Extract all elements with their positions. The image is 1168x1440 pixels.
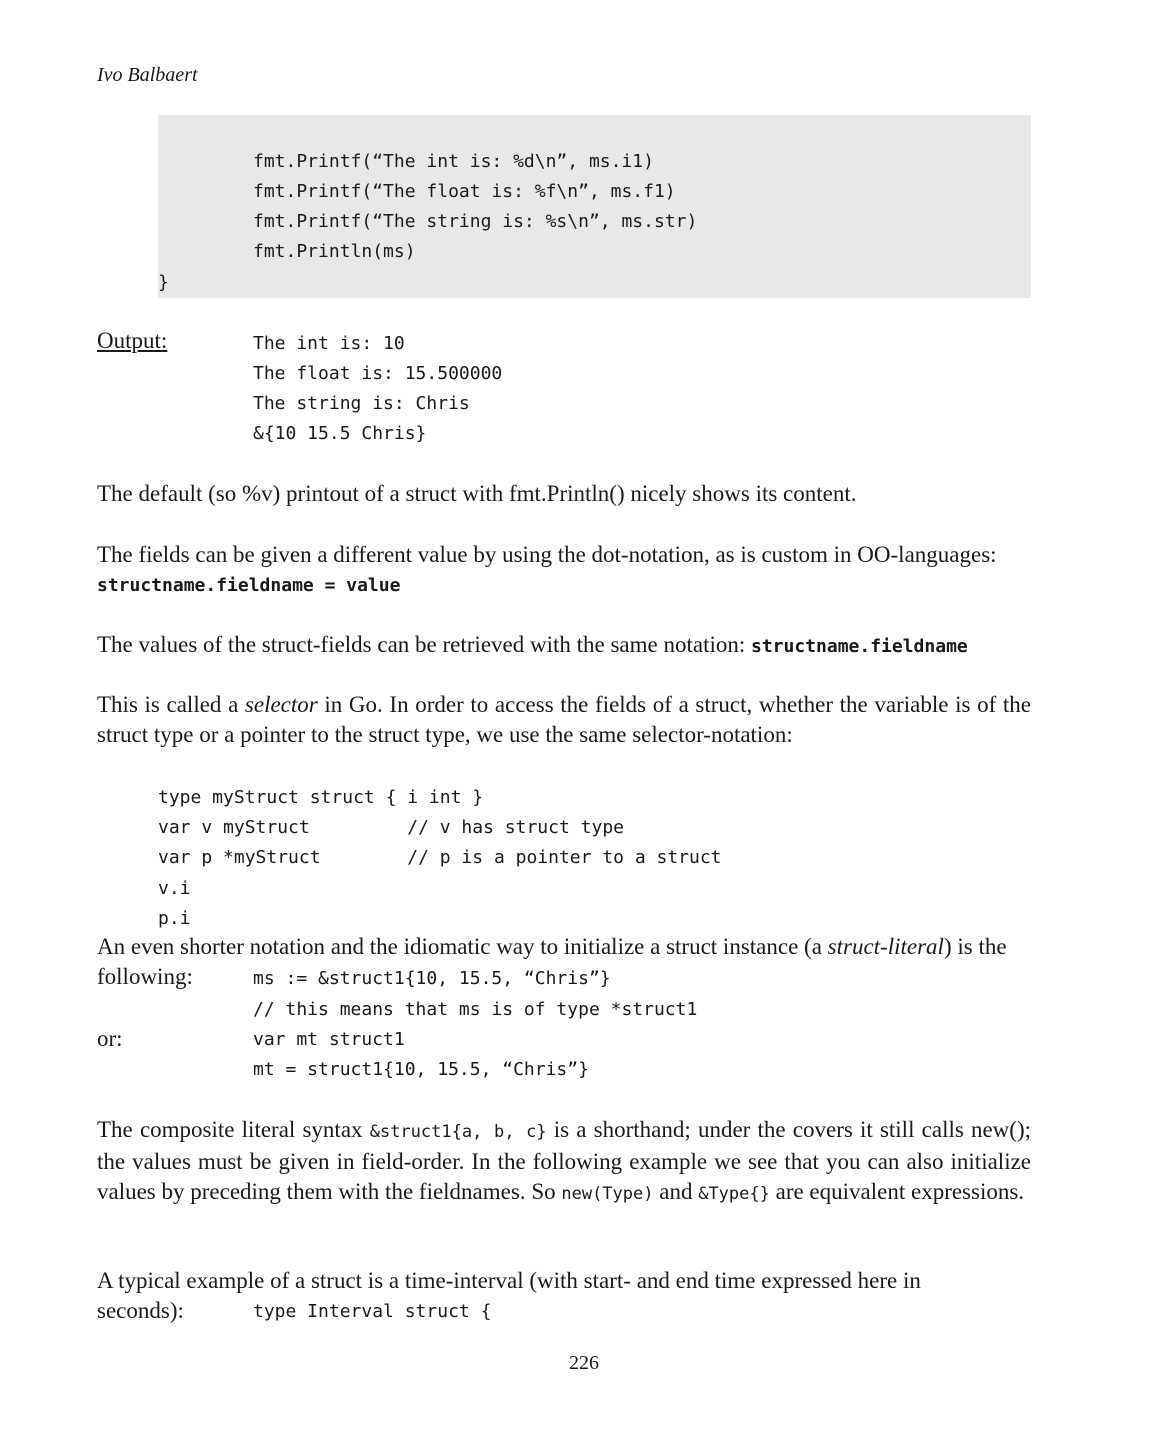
page-number: 226 bbox=[569, 1352, 599, 1374]
emphasis: selector bbox=[244, 692, 318, 717]
paragraph bbox=[97, 690, 1031, 750]
inline-code: structname.fieldname bbox=[751, 636, 968, 657]
code-line: p.i bbox=[158, 908, 191, 929]
code-line: type Interval struct { bbox=[253, 1301, 492, 1322]
output-line: The int is: 10 bbox=[253, 333, 405, 354]
paragraph-text: The composite literal syntax bbox=[97, 1117, 370, 1142]
paragraph-text: This is called a bbox=[97, 692, 245, 717]
paragraph-text: or: bbox=[97, 1026, 123, 1051]
paragraph-text: seconds): bbox=[97, 1298, 184, 1323]
code-line: var mt struct1 bbox=[253, 1029, 405, 1050]
paragraph bbox=[97, 1115, 1031, 1209]
paragraph-text: is a shorthand; under the covers it still calls new(); the values must be given in field-order. In the following example we see that you can also initialize values by preceding them with the fieldnames. So bbox=[97, 1117, 1032, 1204]
paragraph-text: An even shorter notation and the idiomatic way to initialize a struct instance (a bbox=[97, 934, 828, 959]
paragraph-text: and bbox=[653, 1179, 699, 1204]
output-line: The string is: Chris bbox=[253, 393, 470, 414]
code-line: ms := &struct1{10, 15.5, “Chris”} bbox=[253, 968, 611, 989]
code-line: var v myStruct // v has struct type bbox=[158, 817, 624, 838]
code-line: fmt.Printf(“The float is: %f\n”, ms.f1) bbox=[253, 181, 676, 202]
running-header: Ivo Balbaert bbox=[97, 64, 198, 86]
paragraph-text: following: bbox=[97, 964, 193, 989]
code-closing-brace: } bbox=[158, 272, 169, 293]
paragraph bbox=[97, 932, 1031, 962]
output-line: The float is: 15.500000 bbox=[253, 363, 503, 384]
code-line: v.i bbox=[158, 878, 191, 899]
inline-code: structname.fieldname = value bbox=[97, 575, 401, 596]
code-line: fmt.Println(ms) bbox=[253, 241, 416, 262]
output-label: Output: bbox=[97, 328, 168, 353]
emphasis: struct-literal bbox=[827, 934, 944, 959]
paragraph-text: are equivalent expressions. bbox=[769, 1179, 1025, 1204]
paragraph: A typical example of a struct is a time-interval (with start- and end time expressed here in bbox=[97, 1268, 921, 1293]
code-block bbox=[158, 115, 1031, 298]
inline-code: new(Type) bbox=[561, 1184, 654, 1204]
paragraph-text: in Go. In order to access the fields of a struct, whether the variable is of the struct type or a pointer to the struct type, we use the same selector-notation: bbox=[97, 692, 1031, 747]
code-line: fmt.Printf(“The int is: %d\n”, ms.i1) bbox=[253, 151, 654, 172]
inline-code: &Type{} bbox=[698, 1184, 770, 1204]
paragraph-text: The values of the struct-fields can be retrieved with the same notation: bbox=[97, 632, 751, 657]
output-line: &{10 15.5 Chris} bbox=[253, 423, 427, 444]
paragraph: The default (so %v) printout of a struct with fmt.Println() nicely shows its content. bbox=[97, 481, 857, 506]
code-line: var p *myStruct // p is a pointer to a struct bbox=[158, 847, 722, 868]
paragraph: The fields can be given a different value by using the dot-notation, as is custom in OO-languages: bbox=[97, 542, 997, 567]
code-line: type myStruct struct { i int } bbox=[158, 787, 484, 808]
paragraph bbox=[97, 630, 1031, 662]
inline-code: &struct1{a, b, c} bbox=[369, 1122, 547, 1142]
code-line: // this means that ms is of type *struct1 bbox=[253, 999, 698, 1020]
code-line: mt = struct1{10, 15.5, “Chris”} bbox=[253, 1059, 589, 1080]
paragraph-text: ) is the bbox=[943, 934, 1007, 959]
code-line: fmt.Printf(“The string is: %s\n”, ms.str) bbox=[253, 211, 698, 232]
